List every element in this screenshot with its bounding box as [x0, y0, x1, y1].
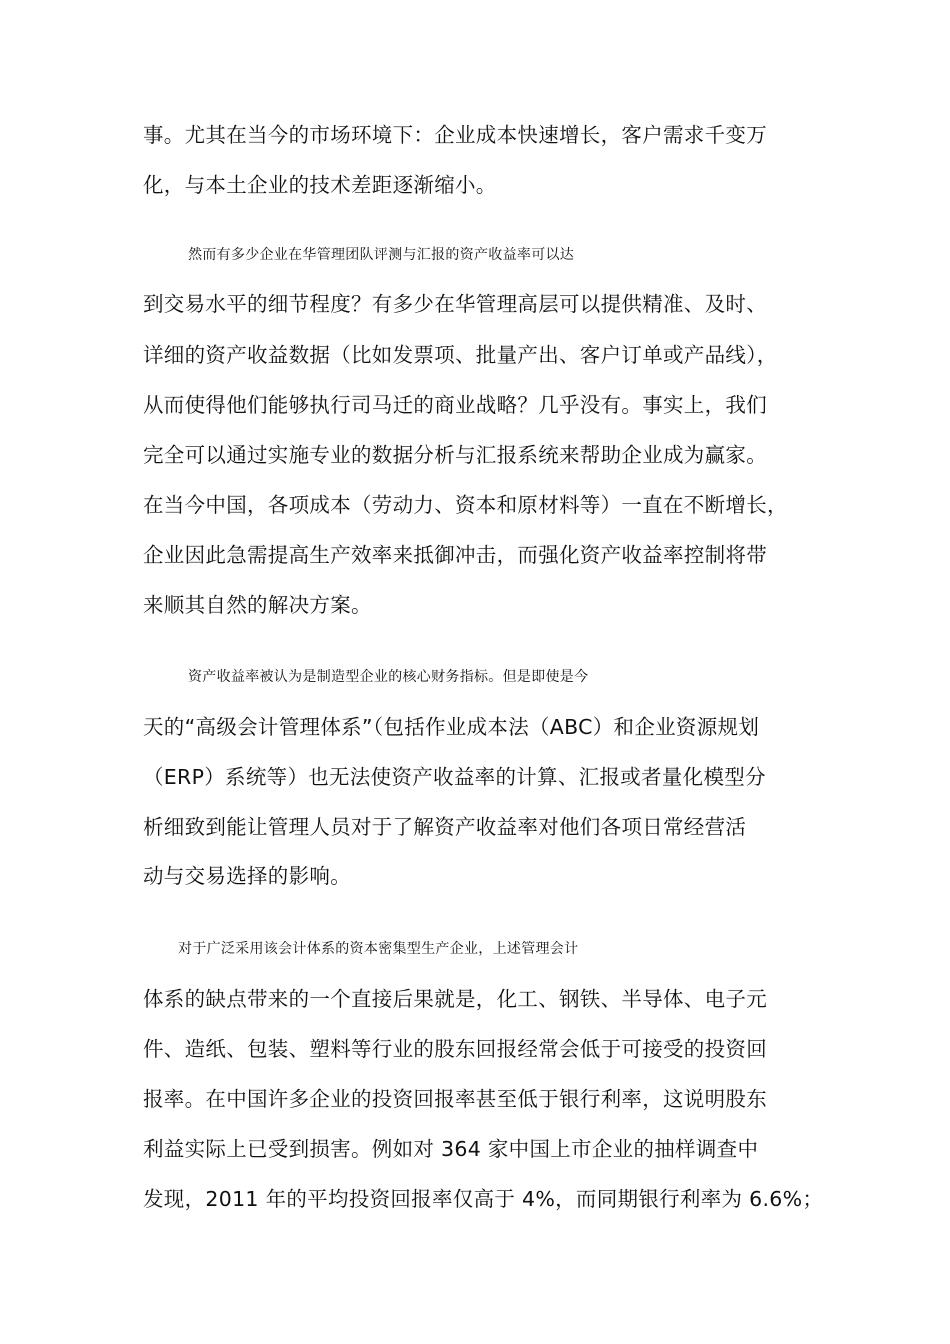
paragraph-3-line-3: （ERP）系统等）也无法使资产收益率的计算、汇报或者量化模型分 — [143, 765, 766, 789]
paragraph-3-line-2: 天的“高级会计管理体系”（包括作业成本法（ABC）和企业资源规划 — [143, 715, 760, 739]
paragraph-4-line-3: 件、造纸、包装、塑料等行业的股东回报经常会低于可接受的投资回 — [143, 1037, 767, 1061]
paragraph-2-line-1: 然而有多少企业在华管理团队评测与汇报的资产收益率可以达 — [188, 247, 575, 263]
paragraph-2-line-7: 企业因此急需提高生产效率来抵御冲击，而强化资产收益率控制将带 — [143, 543, 767, 567]
paragraph-4-line-5: 利益实际上已受到损害。例如对 364 家中国上市企业的抽样调查中 — [143, 1137, 759, 1161]
paragraph-2-line-5: 完全可以通过实施专业的数据分析与汇报系统来帮助企业成为赢家。 — [143, 443, 767, 467]
paragraph-3-line-5: 动与交易选择的影响。 — [143, 864, 351, 888]
paragraph-2-line-6: 在当今中国，各项成本（劳动力、资本和原材料等）一直在不断增长， — [143, 493, 788, 517]
paragraph-3-line-4: 析细致到能让管理人员对于了解资产收益率对他们各项日常经营活 — [143, 815, 747, 839]
paragraph-2-line-2: 到交易水平的细节程度？有多少在华管理高层可以提供精准、及时、 — [143, 292, 767, 316]
paragraph-4-line-4: 报率。在中国许多企业的投资回报率甚至低于银行利率，这说明股东 — [143, 1087, 767, 1111]
paragraph-4-line-6: 发现，2011 年的平均投资回报率仅高于 4%，而同期银行利率为 6.6%； — [143, 1187, 824, 1211]
paragraph-1-line-1: 事。尤其在当今的市场环境下：企业成本快速增长，客户需求千变万 — [143, 123, 767, 147]
paragraph-2-line-8: 来顺其自然的解决方案。 — [143, 593, 372, 617]
paragraph-1-line-2: 化，与本土企业的技术差距逐渐缩小。 — [143, 173, 497, 197]
paragraph-3-line-1: 资产收益率被认为是制造型企业的核心财务指标。但是即使是今 — [188, 669, 589, 685]
paragraph-4-line-2: 体系的缺点带来的一个直接后果就是，化工、钢铁、半导体、电子元 — [143, 987, 767, 1011]
paragraph-2-line-4: 从而使得他们能够执行司马迁的商业战略？几乎没有。事实上，我们 — [143, 393, 767, 417]
paragraph-2-line-3: 详细的资产收益数据（比如发票项、批量产出、客户订单或产品线）， — [143, 343, 778, 367]
paragraph-4-line-1: 对于广泛采用该会计体系的资本密集型生产企业，上述管理会计 — [178, 941, 579, 957]
